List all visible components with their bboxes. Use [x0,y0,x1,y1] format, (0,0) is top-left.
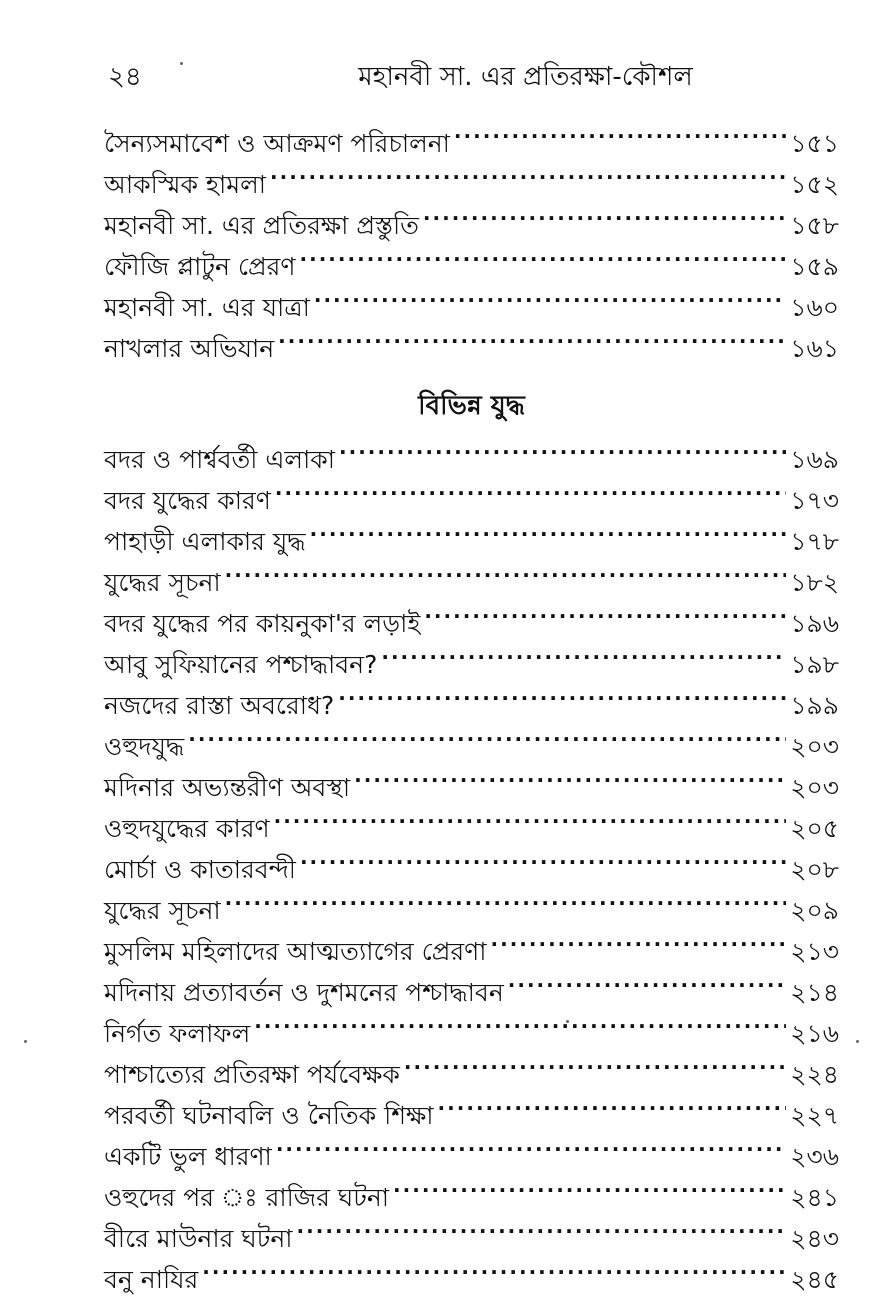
dot-leader [314,275,786,316]
toc-entry-page: ১৯৮ [790,650,839,679]
toc-entry [104,427,839,474]
toc-entry-page: ২৩৬ [790,1142,839,1171]
page-header [108,56,843,96]
dot-leader [339,427,786,468]
toc-entry-title: আবু সুফিয়ানের পশ্চাদ্ধাবন? [104,650,378,679]
dot-leader [254,1001,786,1042]
toc-entry-page: ২১৬ [790,1019,839,1048]
toc-entry-title: নজদের রাস্তা অবরোধ? [104,691,335,720]
toc-entry-title: নির্গত ফলাফল [104,1019,251,1048]
dot-leader [310,509,787,550]
toc-entry-page: ১৬০ [790,293,839,322]
toc-entry-page: ১৫২ [790,170,839,199]
dot-leader [225,550,787,591]
toc-entry [104,1247,839,1294]
toc-entry-page: ২২৭ [790,1101,839,1130]
toc-entry-page: ২১৩ [790,937,839,966]
toc-entry-page: ২১৪ [790,978,839,1007]
toc-entry-title: মদিনার অভ্যন্তরীণ অবস্থা [104,773,351,802]
toc-entry-page: ১৬১ [790,334,839,363]
dot-leader [188,714,786,755]
toc-entry-title: সৈন্যসমাবেশ ও আক্রমণ পরিচালনা [104,129,450,158]
toc-entry-page: ২০৩ [790,732,839,761]
toc-entry-title: নাখলার অভিযান [104,334,275,363]
toc-entry-title: মহানবী সা. এর প্রতিরক্ষা প্রস্তুতি [104,211,419,240]
toc-entry-page: ১৫১ [790,129,839,158]
scan-speck [180,62,183,65]
toc-entry-page: ১৯৯ [790,691,839,720]
dot-leader [424,591,786,632]
toc-entry-title: মুসলিম মহিলাদের আত্মত্যাগের প্রেরণা [104,937,487,966]
dot-leader [393,1165,786,1206]
toc-entry-page: ২৪১ [790,1183,839,1212]
dot-leader [276,1124,786,1165]
dot-leader [297,1206,787,1247]
toc-entry-title: বীরে মাউনার ঘটনা [104,1224,293,1253]
section-heading: বিভিন্ন যুদ্ধ [418,391,525,421]
dot-leader [491,919,787,960]
toc-entry [104,714,839,761]
dot-leader [438,1083,787,1124]
toc-entry-title: মোর্চা ও কাতারবন্দী [104,855,296,884]
toc-entry-page: ২০৯ [790,896,839,925]
toc-entry-title: বদর যুদ্ধের কারণ [104,486,271,515]
scan-speck [24,1040,27,1043]
toc-entry-title: মদিনায় প্রত্যাবর্তন ও দুশমনের পশ্চাদ্ধাবন [104,978,504,1007]
toc-entry-title: ওহুদযুদ্ধের কারণ [104,814,270,843]
toc-entry-page: ২৪৩ [790,1224,839,1253]
dot-leader [423,193,786,234]
toc-entry-page: ১৭৮ [790,527,839,556]
toc-entry-title: যুদ্ধের সূচনা [104,568,221,597]
page-number: ২৪ [108,62,142,92]
toc-entry-title: ফৌজি প্লাটুন প্রেরণ [104,252,296,281]
toc-entry-page: ২৪৫ [790,1265,839,1294]
toc-entry-title: বদর যুদ্ধের পর কায়নুকা'র লড়াই [104,609,421,638]
scan-speck [566,1020,569,1023]
toc-entry-title: বদর ও পার্শ্ববর্তী এলাকা [104,445,335,474]
dot-leader [274,796,787,837]
toc-entry-page: ১৫৮ [790,211,839,240]
toc-entry-title: পাশ্চাত্যের প্রতিরক্ষা পর্যবেক্ষক [104,1060,400,1089]
toc-entry-title: মহানবী সা. এর যাত্রা [104,293,310,322]
dot-leader [275,468,786,509]
running-title: মহানবী সা. এর প্রতিরক্ষা-কৌশল [358,62,693,92]
toc-section-battles [104,357,839,1294]
toc-entry-page: ২২৪ [790,1060,839,1089]
scan-speck [856,1040,859,1043]
toc-entry-title: একটি ভুল ধারণা [104,1142,272,1171]
dot-leader [381,632,786,673]
dot-leader [508,960,787,1001]
toc-entry-title: ওহুদযুদ্ধ [104,732,185,761]
toc-entry-page: ২০৩ [790,773,839,802]
dot-leader [225,878,787,919]
dot-leader [338,673,786,714]
toc-entry-page: ১৫৯ [790,252,839,281]
toc-entry-page: ২০৮ [790,855,839,884]
toc-entry-page: ২০৫ [790,814,839,843]
toc-entry-title: আকস্মিক হামলা [104,170,267,199]
dot-leader [270,152,786,193]
toc-entry [104,111,839,158]
dot-leader [300,234,787,275]
toc-top-list [104,111,839,363]
dot-leader [404,1042,786,1083]
dot-leader [278,316,786,357]
toc-entry-title: যুদ্ধের সূচনা [104,896,221,925]
toc-entry-title: বনু নাযির [104,1265,199,1294]
dot-leader [354,755,786,796]
toc-entry [104,755,839,802]
dot-leader [454,111,786,152]
toc-entry-title: পাহাড়ী এলাকার যুদ্ধ [104,527,306,556]
toc-entry-page: ১৭৩ [790,486,839,515]
dot-leader [202,1247,786,1288]
toc-entry-page: ১৬৯ [790,445,839,474]
toc-entry-title: ওহুদের পর ঃ রাজির ঘটনা [104,1183,390,1212]
dot-leader [300,837,786,878]
toc-entry-page: ১৯৬ [790,609,839,638]
toc-entry-title: পরবর্তী ঘটনাবলি ও নৈতিক শিক্ষা [104,1101,434,1130]
toc-entry-page: ১৮২ [790,568,839,597]
